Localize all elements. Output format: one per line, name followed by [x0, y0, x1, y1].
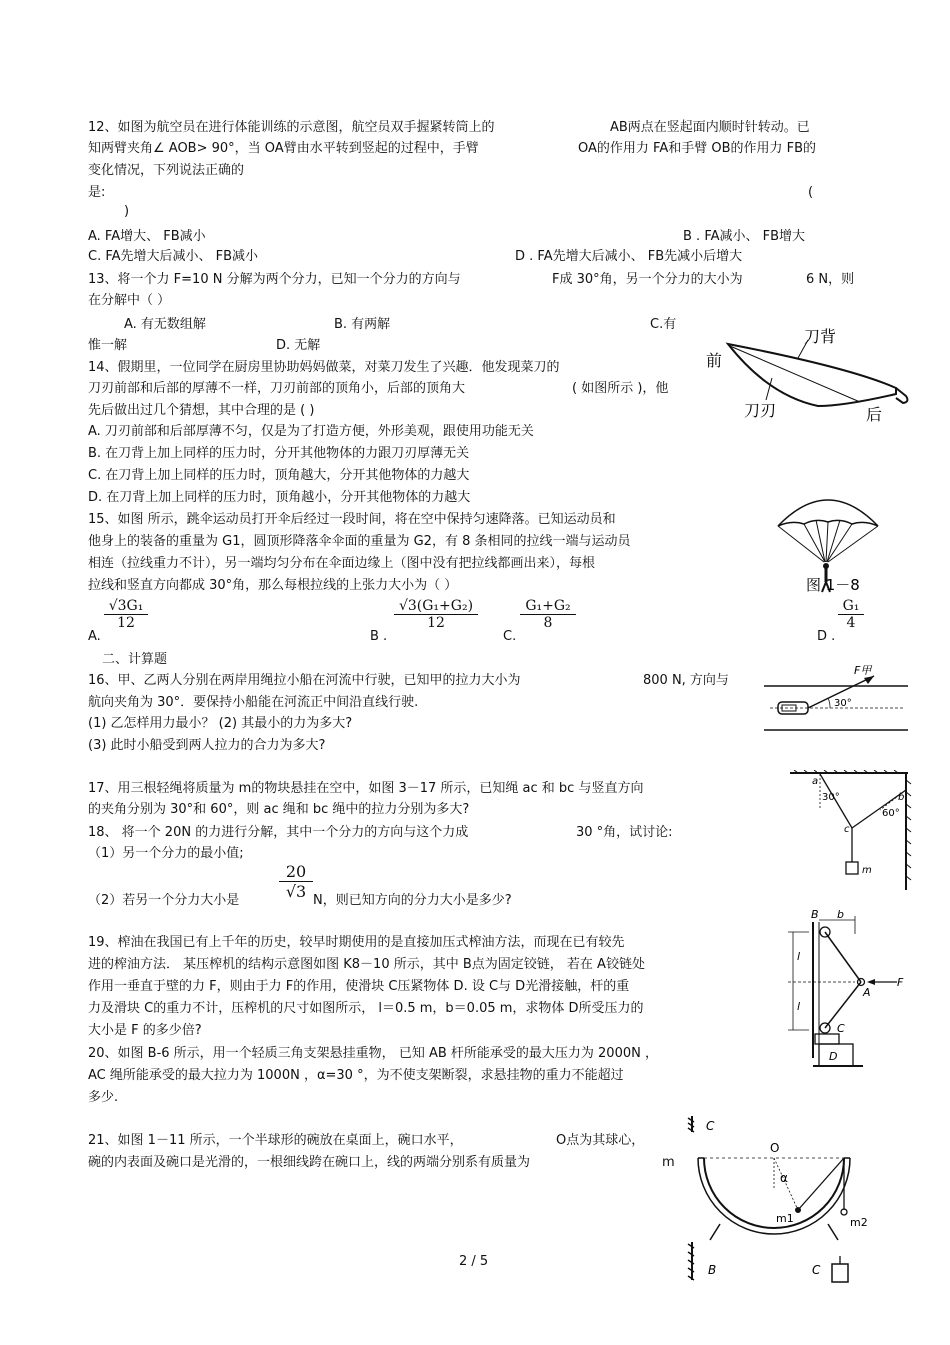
- q15-option-d-numerator: G₁: [838, 598, 864, 615]
- angle-label: 30°: [834, 698, 852, 709]
- label-d: D: [829, 1050, 838, 1063]
- parachute-figure-label: 图 1－8: [806, 576, 860, 594]
- q18-line3a: （2）若另一个分力大小是: [88, 893, 240, 908]
- knife-back-label: 刀背: [804, 328, 837, 346]
- q14-option-d: D. 在刀背上加上同样的压力时，顶角越小，分开其他物体的力越大: [88, 490, 471, 505]
- q15-option-d-fraction: [838, 598, 864, 631]
- q19-line4: 力及滑块 C的重力不计，压榨机的尺寸如图所示， l＝0.5 m，b＝0.05 m，求物体 D所受压力的: [88, 1001, 644, 1016]
- q15-option-c-numerator: G₁+G₂: [520, 598, 576, 615]
- q15-option-a-label: A.: [88, 629, 101, 644]
- q13-line1c: 6 N，则: [806, 272, 855, 287]
- q21-line1: 21、如图 1－11 所示，一个半球形的碗放在桌面上，碗口水平，: [88, 1133, 463, 1148]
- q15-option-d-denominator: 4: [846, 615, 856, 631]
- angle-60-label: 60°: [882, 808, 900, 819]
- q12-option-a: A. FA增大、 FB减小: [88, 229, 206, 244]
- page-number: 2 / 5: [459, 1254, 489, 1269]
- knife-blade-edge: [730, 346, 860, 402]
- label-m2: m2: [850, 1216, 868, 1229]
- mass-block: [846, 862, 858, 874]
- q15-option-d-label: D .: [817, 629, 836, 644]
- q15-option-a-fraction: [104, 598, 148, 631]
- bowl-figure: [684, 1114, 870, 1286]
- q14-option-a: A. 刀刃前部和后部厚薄不匀，仅是为了打造方便，外形美观，跟使用功能无关: [88, 424, 534, 439]
- q16-line3: (1) 乙怎样用力最小？ (2) 其最小的力为多大?: [88, 716, 353, 731]
- knife-handle: [896, 388, 907, 403]
- bowl-outer: [698, 1158, 850, 1234]
- q15-option-b-denominator: 12: [427, 615, 445, 631]
- label-l-upper: l: [797, 950, 801, 963]
- q13-option-a: A. 有无数组解: [124, 317, 206, 332]
- knife-figure: [700, 328, 915, 428]
- label-m1: m1: [776, 1212, 794, 1225]
- label-a: A: [863, 986, 871, 999]
- mass-label: m: [862, 865, 872, 876]
- q21-line2b: m: [662, 1155, 675, 1170]
- q12-option-c: C. FA先增大后减小、 FB减小: [88, 249, 259, 264]
- label-b-dimension: b: [837, 910, 844, 921]
- knife-outline: [728, 344, 896, 406]
- q21-line1b: O点为其球心，: [556, 1133, 645, 1148]
- q20-line1: 20、如图 B-6 所示，用一个轻质三角支架悬挂重物， 已知 AB 杆所能承受的最大压力为 2000N ，: [88, 1046, 658, 1061]
- parachute-line: [804, 524, 825, 562]
- q15-option-a-denominator: 12: [117, 615, 135, 631]
- force-arrowhead: [864, 676, 874, 684]
- knife-rear-label: 后: [866, 405, 883, 424]
- label-b: B: [708, 1263, 717, 1277]
- boat-figure: [764, 662, 908, 740]
- bowl-inner: [704, 1158, 844, 1228]
- q13-option-c: C.有: [650, 317, 677, 332]
- q12-line4: 是:: [88, 185, 106, 200]
- q15-option-b-label: B .: [370, 629, 388, 644]
- q18-line3b: N，则已知方向的分力大小是多少?: [313, 893, 512, 908]
- q12-option-b: B . FA减小、 FB增大: [683, 229, 806, 244]
- mass-m1: [795, 1207, 801, 1213]
- q18-fraction-denominator: √3: [285, 882, 307, 901]
- q15-option-b-fraction: [394, 598, 478, 631]
- q12-line1: 12、如图为航空员在进行体能训练的示意图，航空员双手握紧转筒上的: [88, 120, 495, 135]
- q14-option-b: B. 在刀背上加上同样的压力时，分开其他物体的力跟刀刃厚薄无关: [88, 446, 470, 461]
- label-c: C: [837, 1022, 845, 1035]
- q19-line2: 进的榨油方法． 某压榨机的结构示意图如图 K8－10 所示，其中 B点为固定铰链， 若在 A铰链处: [88, 957, 645, 972]
- q13-option-d: D. 无解: [276, 338, 321, 353]
- q12-line3: 变化情况，下列说法正确的: [88, 163, 245, 178]
- knife-blade-label: 刀刃: [744, 401, 777, 420]
- q14-line1: 14、假期里，一位同学在厨房里协助妈妈做菜，对菜刀发生了兴趣．他发现菜刀的: [88, 360, 560, 375]
- parachute-line: [827, 520, 840, 562]
- parachute-figure: [772, 478, 884, 596]
- boat-cabin: [782, 705, 796, 711]
- string-to-rim: [798, 1158, 844, 1210]
- q17-line1: 17、用三根轻绳将质量为 m的物块悬挂在空中，如图 3－17 所示，已知绳 ac 和 bc 与竖直方向: [88, 781, 644, 796]
- q13-line4: 惟一解: [88, 338, 128, 353]
- q12-line1b: AB两点在竖起面内顺时针转动。已: [610, 120, 810, 135]
- q15-line2: 他身上的装备的重量为 G1，圆顶形降落伞伞面的重量为 G2，有 8 条相同的拉线一端与运动员: [88, 534, 631, 549]
- angle-30-label: 30°: [822, 792, 840, 803]
- block-c: [832, 1264, 848, 1282]
- parachute-line: [826, 522, 828, 562]
- q18-fraction: [279, 862, 313, 901]
- q12-paren-open: (: [808, 185, 814, 200]
- q17-line2: 的夹角分别为 30°和 60°，则 ac 绳和 bc 绳中的拉力分别为多大?: [88, 802, 470, 817]
- label-c-top: C: [706, 1119, 715, 1133]
- bowl-foot-left: [710, 1224, 720, 1240]
- support-top-hatch: [688, 1116, 694, 1132]
- point-a-label: a: [812, 776, 819, 787]
- q13-option-b: B. 有两解: [334, 317, 391, 332]
- q18-fraction-numerator: 20: [279, 862, 313, 882]
- bowl-foot-right: [828, 1224, 838, 1240]
- q15-option-c-label: C.: [503, 629, 517, 644]
- q14-line3: 先后做出过几个猜想，其中合理的是 ( ): [88, 403, 315, 418]
- q19-line1: 19、榨油在我国已有上千年的历史，较早时期使用的是直接加压式榨油方法，而现在已有较先: [88, 935, 625, 950]
- label-f: F: [897, 976, 904, 989]
- section-heading: 二、计算题: [102, 652, 168, 667]
- q15-option-c-denominator: 8: [543, 615, 553, 631]
- q13-line2: 在分解中（ ）: [88, 293, 171, 308]
- q16-line4: (3) 此时小船受到两人拉力的合力为多大?: [88, 738, 326, 753]
- parachute-line: [778, 526, 824, 562]
- hanging-mass-figure: [790, 770, 914, 892]
- q14-line2b: ( 如图所示 )，他: [572, 381, 669, 396]
- knife-front-label: 前: [706, 351, 723, 370]
- label-l-lower: l: [797, 1000, 801, 1013]
- q18-line1b: 30 °角，试讨论:: [576, 825, 673, 840]
- q12-line2b: OA的作用力 FA和手臂 OB的作用力 FB的: [578, 141, 817, 156]
- label-o: O: [770, 1141, 780, 1155]
- q16-line1: 16、甲、乙两人分别在两岸用绳拉小船在河流中行驶，已知甲的拉力大小为: [88, 673, 521, 688]
- q16-line1b: 800 N, 方向与: [643, 673, 729, 688]
- q12-line2: 知两臂夹角∠ AOB> 90°，当 OA臂由水平转到竖起的过程中，手臂: [88, 141, 479, 156]
- force-f-arrowhead: [867, 979, 875, 985]
- q21-line2: 碗的内表面及碗口是光滑的，一根细线跨在碗口上，线的两端分别系有质量为: [88, 1155, 531, 1170]
- angle-arc: [828, 698, 830, 708]
- q20-line3: 多少.: [88, 1090, 119, 1105]
- q19-line3: 作用一垂直于壁的力 F，则由于力 F的作用，使滑块 C压紧物体 D. 设 C与 D光滑接触，杆的重: [88, 979, 630, 994]
- parachute-line: [816, 520, 825, 562]
- point-b-label: b: [898, 792, 905, 803]
- rod-ba: [825, 932, 861, 982]
- q15-option-a-numerator: √3G₁: [104, 598, 148, 615]
- parachute-line: [827, 524, 852, 562]
- q14-line2: 刀刃前部和后部的厚薄不一样，刀刃前部的顶角小，后部的顶角大: [88, 381, 466, 396]
- q15-line4: 拉线和竖直方向都成 30°角，那么每根拉线的上张力大小为（ ）: [88, 578, 458, 593]
- press-figure: [785, 910, 910, 1080]
- q16-line2: 航向夹角为 30°．要保持小船能在河流正中间沿直线行驶.: [88, 695, 419, 710]
- q18-line1: 18、 将一个 20N 的力进行分解，其中一个分力的方向与这个力成: [88, 825, 469, 840]
- force-label: F甲: [854, 664, 872, 677]
- support-bottom-hatch: [688, 1242, 694, 1280]
- q20-line2: AC 绳所能承受的最大拉力为 1000N ，α=30 °，为不使支架断裂，求悬挂物的重力不能超过: [88, 1068, 624, 1083]
- q12-option-d: D . FA先增大后减小、 FB先减小后增大: [515, 249, 743, 264]
- q19-line5: 大小是 F 的多少倍?: [88, 1023, 202, 1038]
- q15-line1: 15、如图 所示，跳伞运动员打开伞后经过一段时间，将在空中保持匀速降落。已知运动员和: [88, 512, 616, 527]
- q15-option-c-fraction: [520, 598, 576, 631]
- q13-line1b: F成 30°角，另一个分力的大小为: [552, 272, 743, 287]
- parachute-line: [828, 526, 878, 562]
- q14-option-c: C. 在刀背上加上同样的压力时，顶角越大，分开其他物体的力越大: [88, 468, 470, 483]
- q13-line1: 13、将一个力 F=10 N 分解为两个分力，已知一个分力的方向与: [88, 272, 461, 287]
- q12-paren-close: ): [124, 204, 130, 219]
- label-b-upper: B: [811, 910, 819, 921]
- q15-option-b-numerator: √3(G₁+G₂): [394, 598, 478, 615]
- q15-line3: 相连（拉线重力不计），另一端均匀分布在伞面边缘上（图中没有把拉线都画出来），每根: [88, 556, 596, 571]
- q18-line2: （1）另一个分力的最小值;: [88, 846, 244, 861]
- label-c-bottom: C: [812, 1263, 821, 1277]
- label-alpha: α: [780, 1171, 788, 1185]
- point-c-label: c: [844, 824, 850, 835]
